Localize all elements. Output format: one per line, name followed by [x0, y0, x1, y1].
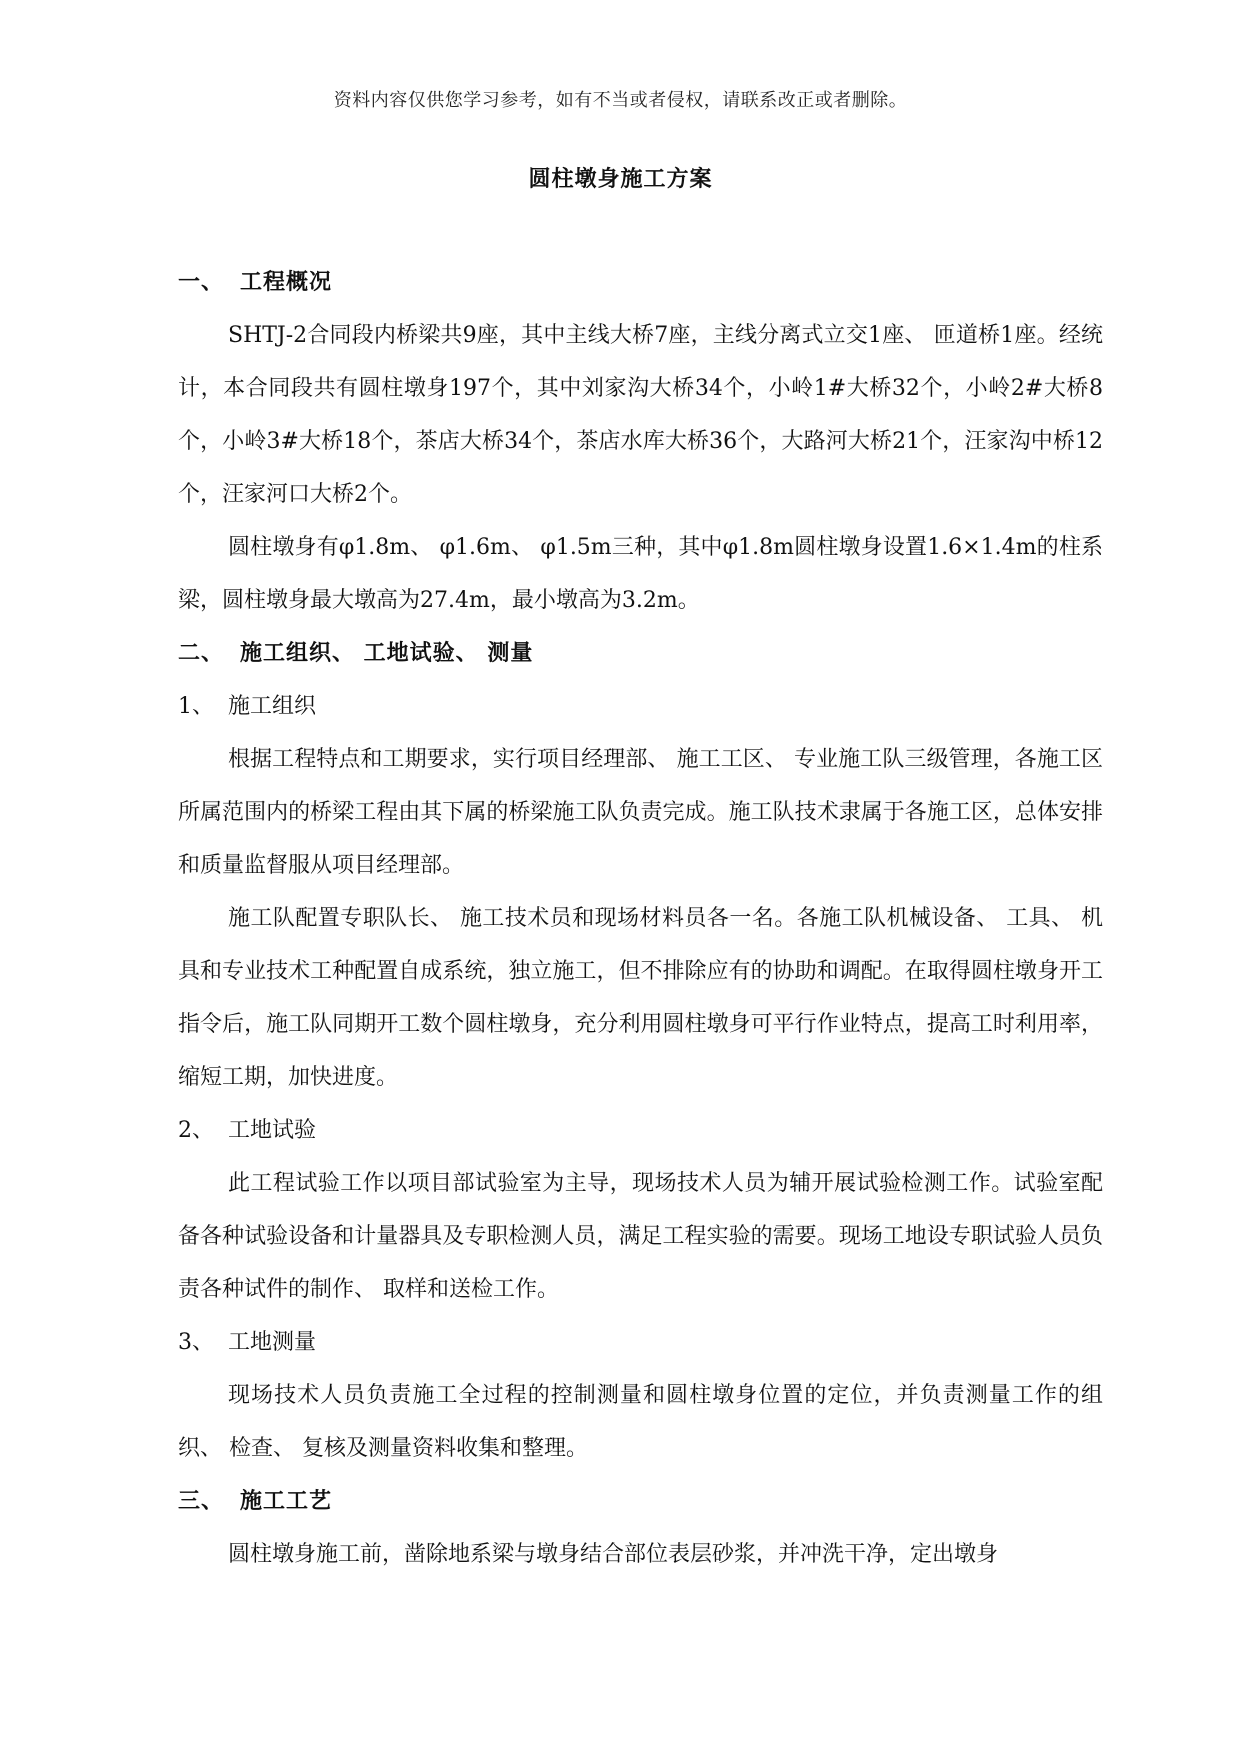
disclaimer-header: 资料内容仅供您学习参考，如有不当或者侵权，请联系改正或者删除。: [333, 90, 908, 111]
subsection-number: 2、: [178, 1118, 214, 1143]
paragraph: 施工队配置专职队长、 施工技术员和现场材料员各一名。各施工队机械设备、 工具、 机具和专业技术工种配置自成系统，独立施工，但不排除应有的协助和调配。在取得圆柱墩身开工指令后，施工队同期开工数个圆柱墩身，充分利用圆柱墩身可平行作业特点，提高工时利用率，缩短工期，加快进度。: [178, 906, 1103, 1090]
section-heading-process: [178, 1475, 1103, 1528]
section-number: 三、: [178, 1488, 225, 1514]
section-heading-overview: [178, 256, 1103, 309]
paragraph: 此工程试验工作以项目部试验室为主导，现场技术人员为辅开展试验检测工作。试验室配备各种试验设备和计量器具及专职检测人员，满足工程实验的需要。现场工地设专职试验人员负责各种试件的制作、 取样和送检工作。: [178, 1171, 1103, 1302]
subsection-heading-site-survey: [178, 1316, 1103, 1369]
document-title: 圆柱墩身施工方案: [528, 166, 713, 192]
paragraph: 根据工程特点和工期要求，实行项目经理部、 施工工区、 专业施工队三级管理，各施工区所属范围内的桥梁工程由其下属的桥梁施工队负责完成。施工队技术隶属于各施工区，总体安排和质量监督服从项目经理部。: [178, 747, 1103, 878]
subsection-number: 1、: [178, 694, 214, 719]
document-body: [178, 256, 1103, 1581]
subsection-title: 工地测量: [228, 1330, 317, 1355]
subsection-heading-construction-organization: [178, 680, 1103, 733]
section-heading-organization: [178, 627, 1103, 680]
subsection-title: 工地试验: [228, 1118, 317, 1143]
section-number: 一、: [178, 269, 225, 295]
section-title: 工程概况: [240, 269, 333, 295]
paragraph: 圆柱墩身有φ1.8m、 φ1.6m、 φ1.5m三种，其中φ1.8m圆柱墩身设置1.6×1.4m的柱系梁，圆柱墩身最大墩高为27.4m，最小墩高为3.2m。: [178, 535, 1103, 613]
section-title: 施工工艺: [240, 1488, 333, 1514]
subsection-title: 施工组织: [228, 694, 317, 719]
section-number: 二、: [178, 640, 225, 666]
subsection-heading-site-testing: [178, 1104, 1103, 1157]
subsection-number: 3、: [178, 1330, 214, 1355]
paragraph: 现场技术人员负责施工全过程的控制测量和圆柱墩身位置的定位，并负责测量工作的组织、 检查、 复核及测量资料收集和整理。: [178, 1383, 1103, 1461]
paragraph: 圆柱墩身施工前，凿除地系梁与墩身结合部位表层砂浆，并冲洗干净，定出墩身: [228, 1542, 999, 1567]
paragraph: SHTJ-2合同段内桥梁共9座，其中主线大桥7座，主线分离式立交1座、 匝道桥1座。经统计，本合同段共有圆柱墩身197个，其中刘家沟大桥34个，小岭1#大桥32个，小岭2#大桥8个，小岭3#大桥18个，茶店大桥34个，茶店水库大桥36个，大路河大桥21个，汪家沟中桥12个，汪家河口大桥2个。: [178, 323, 1103, 507]
section-title: 施工组织、 工地试验、 测量: [240, 640, 534, 666]
